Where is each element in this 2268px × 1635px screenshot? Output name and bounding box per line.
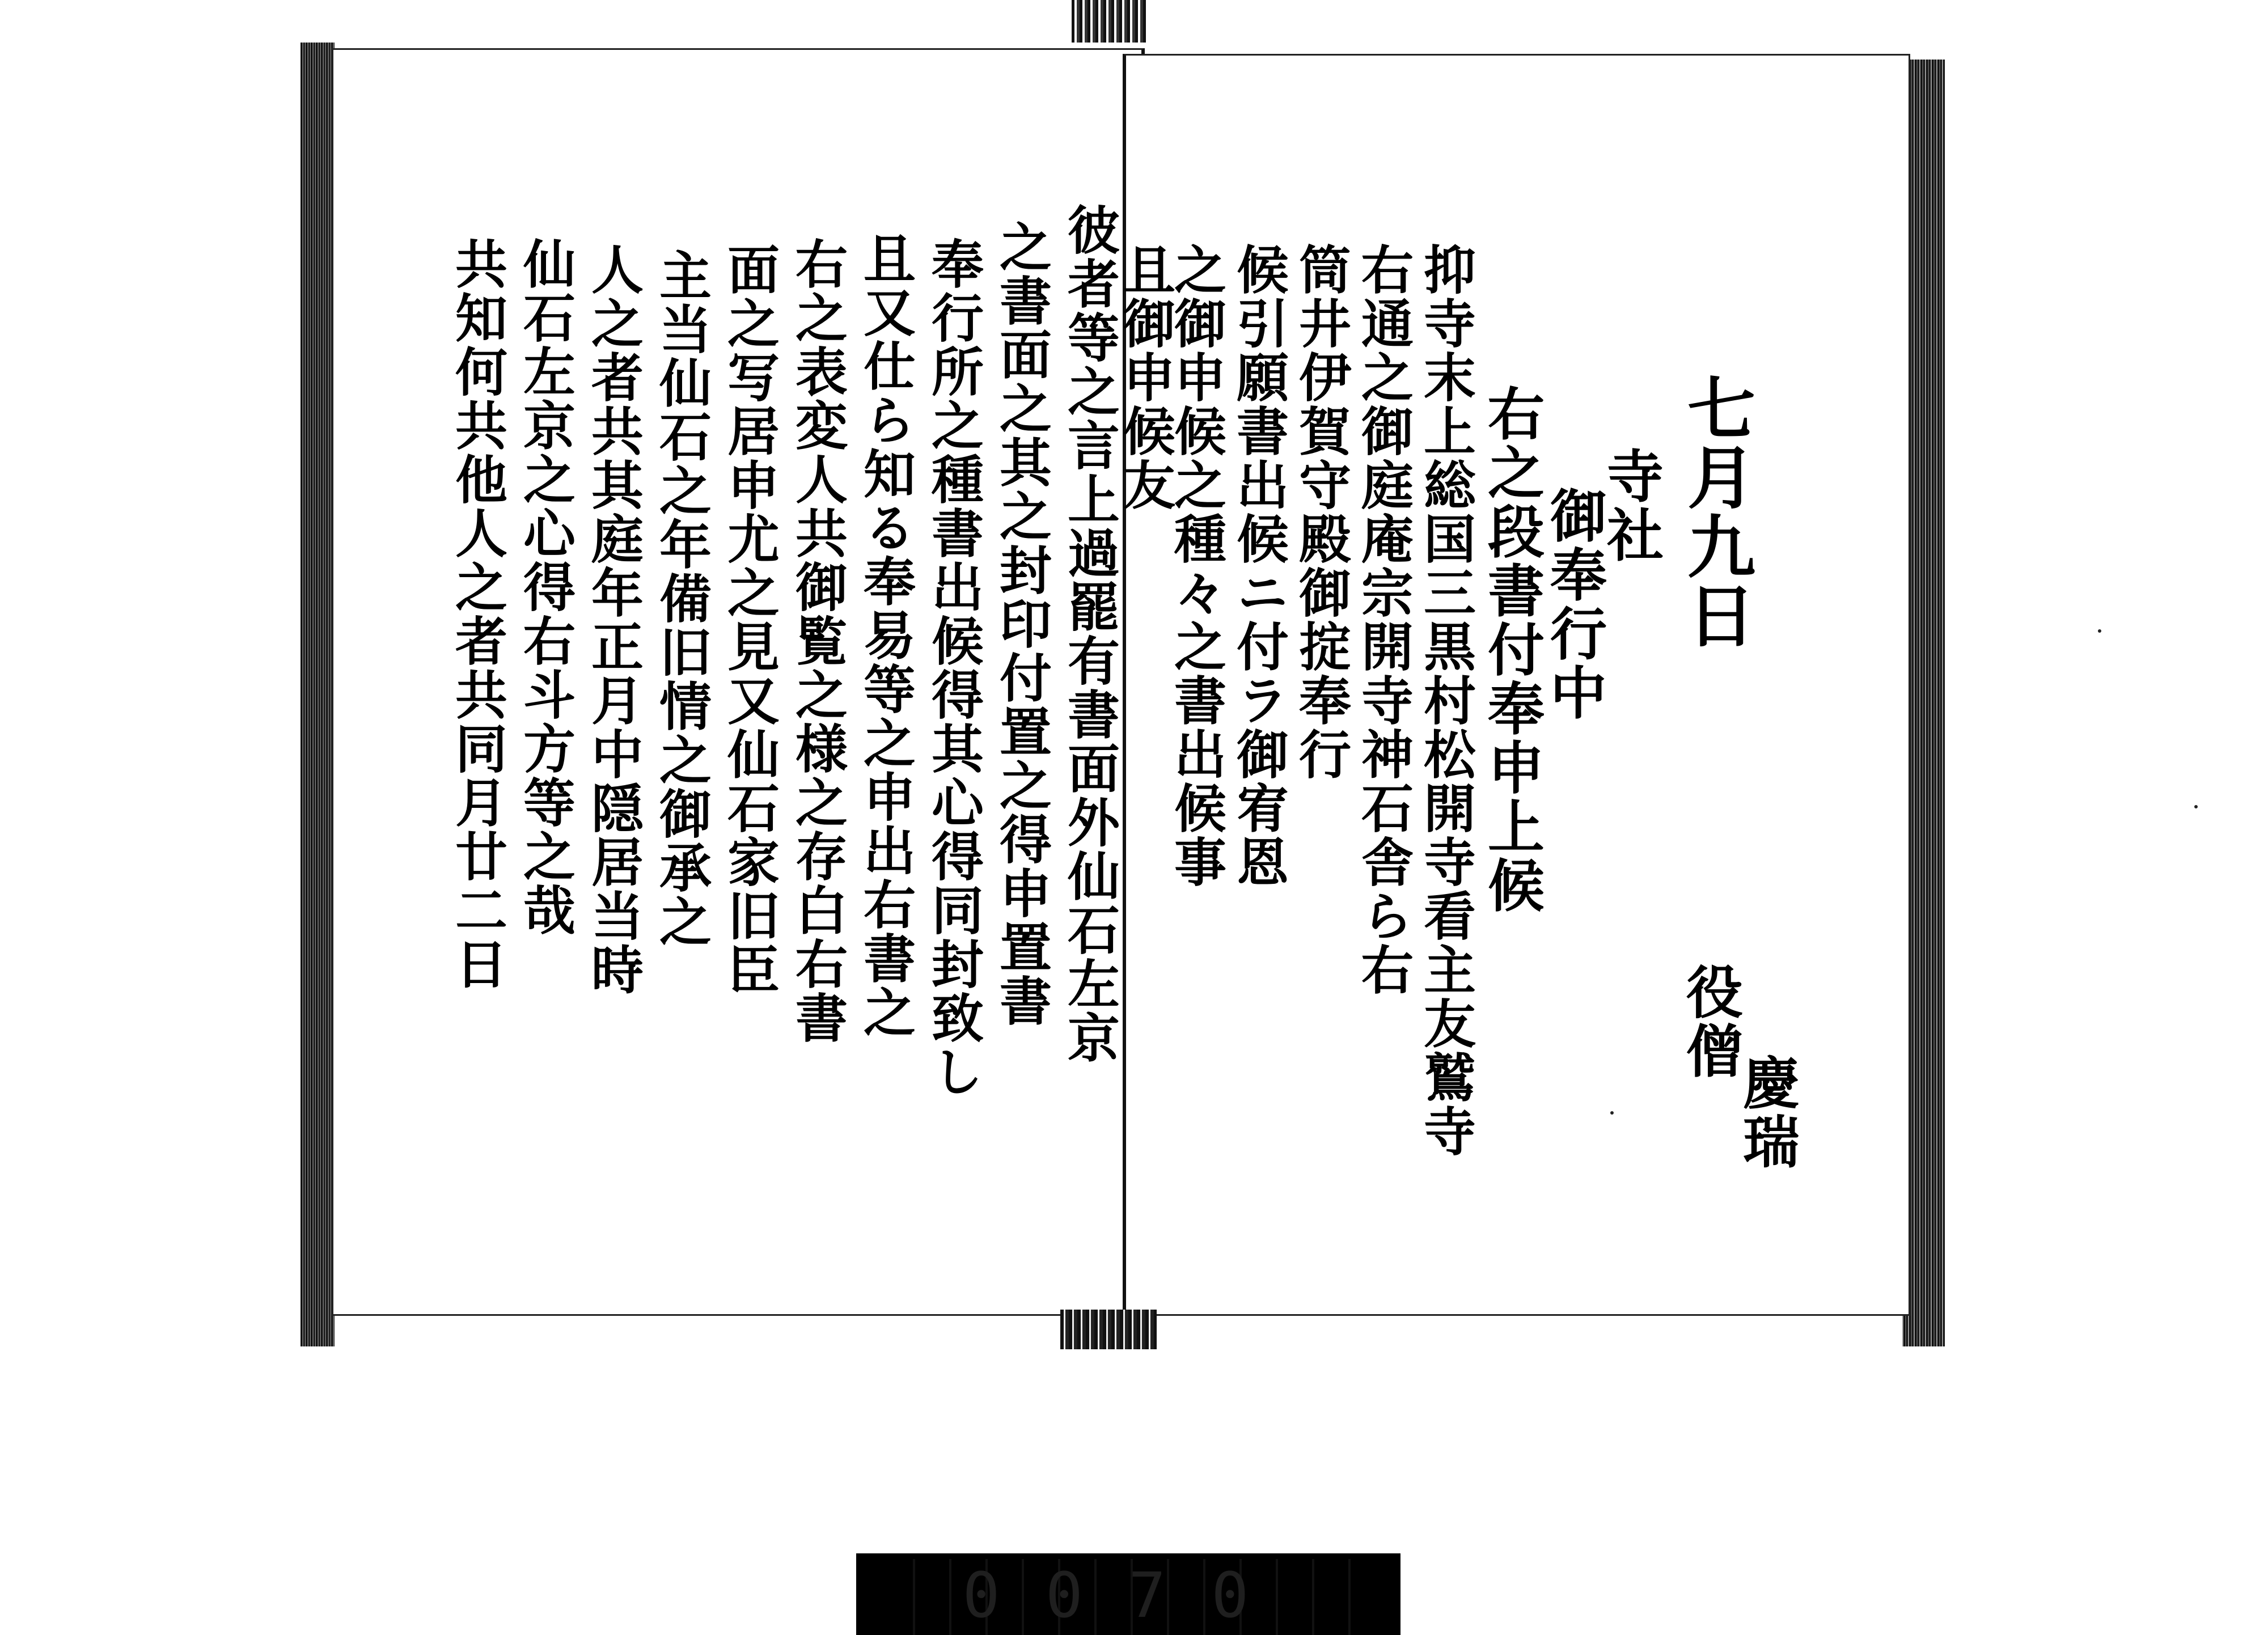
left-column-7: 主当仙石之年備旧情之御承之 xyxy=(651,248,712,948)
right-column-6: 且御申候友 xyxy=(1115,243,1176,512)
right-page xyxy=(1115,54,1910,1316)
left-column-5: 右之表変人共御覧之様之存白右書 xyxy=(787,237,848,1045)
left-column-2: 之書面之其之封印付置之得申置書 xyxy=(991,220,1052,1028)
binding-bottom xyxy=(1060,1310,1157,1349)
signatory-role: 役僧 xyxy=(1677,963,1744,1081)
dust-speck xyxy=(2098,629,2101,633)
left-column-1: 彼者等之言上過罷有書面外仙石左京 xyxy=(1059,203,1120,1065)
left-column-9: 仙石左京之心得右斗方等之哉 xyxy=(515,237,576,937)
left-column-6: 面之写居申尤之見又仙石家旧臣 xyxy=(719,243,780,997)
signatory-name: 慶瑞 xyxy=(1733,1053,1800,1171)
addressee-title: 御奉行中 xyxy=(1541,486,1607,722)
left-page-edge xyxy=(301,43,335,1346)
document-subject: 右之段書付奉申上候 xyxy=(1478,384,1545,915)
dust-speck xyxy=(1610,1111,1614,1115)
right-column-4: 候引願書出候ニ付ラ御宥恩 xyxy=(1228,243,1289,889)
left-column-3: 奉行所之種書出候得其心得同封致し xyxy=(923,237,984,1099)
left-column-10: 共知何共他人之者共同月廿二日 xyxy=(447,237,508,991)
open-book xyxy=(284,31,1945,1341)
right-column-3: 筒井伊賀守殿御掟奉行 xyxy=(1290,243,1352,781)
right-column-5: 之御申候之種々之書出候事 xyxy=(1166,243,1227,889)
document-date: 七月九日 xyxy=(1676,373,1756,650)
right-column-1: 抑寺末上総国三黒村松開寺看主友鷲寺 xyxy=(1415,243,1476,1158)
left-page xyxy=(332,48,1145,1316)
addressee-office: 寺社 xyxy=(1597,447,1664,565)
left-column-4: 且又仕ら知る奉易等之申出右書之 xyxy=(855,231,916,1039)
frame-number-stamp xyxy=(856,1553,1400,1635)
frame-number: 0070 xyxy=(962,1559,1294,1632)
right-column-2: 右通之御庭庵宗開寺神石舎ら右 xyxy=(1353,243,1414,997)
dust-speck xyxy=(2194,805,2198,808)
binding-top xyxy=(1072,0,1148,43)
left-column-8: 人之者共其庭年正月中隠居当時 xyxy=(583,243,644,997)
